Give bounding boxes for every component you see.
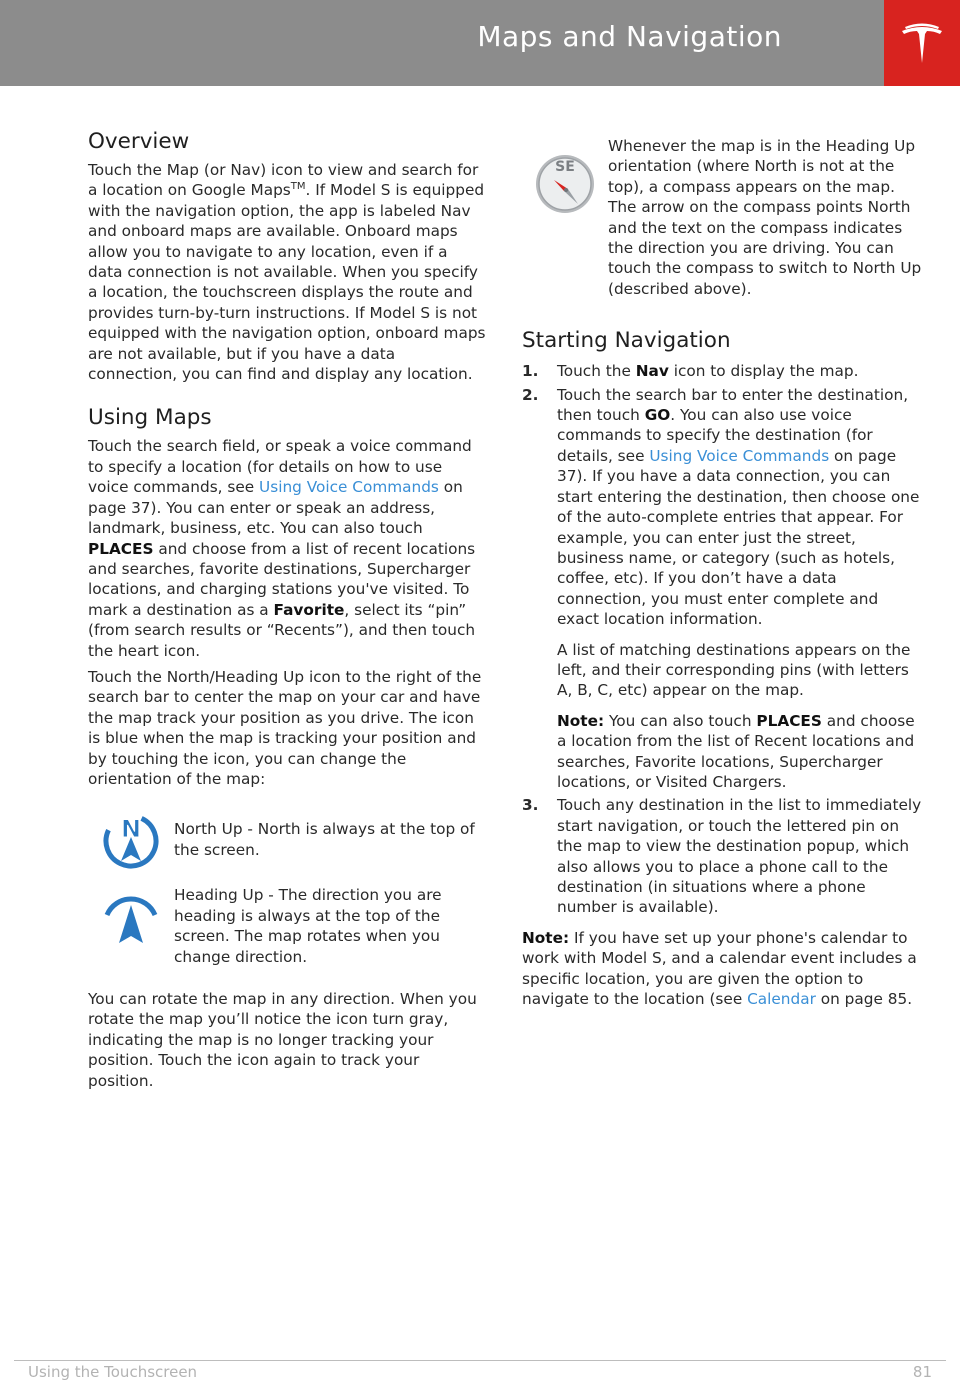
north-up-letter: N — [120, 815, 142, 844]
calendar-note — [522, 928, 922, 1010]
north-up-text: North Up - North is always at the top of the screen. — [174, 820, 475, 859]
left-column — [88, 128, 486, 1091]
step-2 — [522, 385, 922, 793]
heading-up-text: Heading Up - The direction you are heading is always at the top of the screen. The map rotates when you change direction. — [174, 886, 442, 966]
right-column — [522, 136, 922, 1009]
favorite-bold: Favorite — [273, 600, 345, 619]
note-label: Note: — [522, 928, 570, 947]
trademark: TM — [290, 181, 306, 193]
step-2-note — [557, 711, 922, 793]
note-text-b: on page 85. — [815, 990, 913, 1009]
using-text-d: , select its “pin” (from search results or “Recents”), and then touch the heart icon. — [88, 600, 476, 660]
note-text-a: If you have set up your phone's calendar to work with Model S, and a calendar event includes a specific location, you are given the option to navigate to the location (see — [522, 928, 917, 1009]
compass-icon-cell — [522, 136, 608, 224]
footer-section: Using the Touchscreen — [28, 1363, 198, 1381]
compass-label: SE — [555, 159, 575, 175]
using-text-c: and choose from a list of recent locations and searches, favorite destinations, Supercharger locations, and charging stations you've visited. To mark a destination as a — [88, 539, 476, 619]
step-3-number: 3. — [522, 796, 539, 815]
step-3-text: Touch any destination in the list to immediately start navigation, or touch the lettered pin on the map to view the destination popup, which also allows you to place a phone call to the destination (in situations where a phone number is available). — [557, 796, 922, 917]
north-up-icon-cell — [88, 809, 174, 869]
heading-up-row — [88, 885, 486, 967]
overview-text-1: Touch the Map (or Nav) icon to view and search for a location on Google Maps — [88, 161, 479, 200]
step-3 — [522, 795, 922, 917]
step-2-text-a: Touch the search bar to enter the destination, then touch — [557, 385, 909, 425]
step-2-paragraph-2: A list of matching destinations appears on the left, and their corresponding pins (with letters A, B, C, etc) appear on the map. — [557, 640, 911, 700]
tesla-logo-icon — [898, 19, 946, 67]
nav-bold: Nav — [635, 362, 669, 381]
step-2-text-b: . You can also use voice commands to specify the destination (for details, see — [557, 406, 873, 465]
using-maps-paragraph-2: Touch the North/Heading Up icon to the right of the search bar to center the map on your car and have the map track your position as you drive. The icon is blue when the map is tracking your position and by touching the icon, you can change the orientation of the map: — [88, 667, 482, 788]
header-bar — [0, 0, 884, 86]
overview-heading: Overview — [88, 129, 190, 154]
step-2-note-text-a: You can also touch — [604, 711, 757, 730]
tesla-logo — [884, 0, 960, 86]
calendar-link[interactable]: Calendar — [747, 990, 816, 1009]
step-1-number: 1. — [522, 362, 539, 381]
page-number: 81 — [912, 1363, 932, 1381]
step-2-number: 2. — [522, 385, 539, 404]
heading-up-icon-cell — [88, 885, 174, 951]
compass-row — [522, 136, 922, 299]
using-voice-commands-link[interactable]: Using Voice Commands — [259, 478, 439, 497]
overview-text-2: . If Model S is equipped with the navigation option, the app is labeled Nav and onboard maps are available. Onboard maps allow you to navigate to any location, even if a data connection is not available. When you specify a location, the touchscreen displays the route and provides turn-by-turn instructions. If Model S is not equipped with the navigation option, onboard maps are not available, but if you have a data connection, you can find and display any location. — [88, 181, 486, 384]
footer-divider — [14, 1360, 946, 1361]
north-up-icon — [101, 809, 161, 869]
step-2-voice-commands-link[interactable]: Using Voice Commands — [649, 446, 830, 465]
overview-paragraph — [88, 160, 486, 384]
step-2-note-label: Note: — [557, 711, 605, 730]
step-1 — [522, 361, 922, 381]
step-1-text-b: icon to display the map. — [668, 362, 859, 381]
using-maps-paragraph-1 — [88, 436, 486, 660]
compass-icon — [534, 142, 596, 224]
page-title: Maps and Navigation — [477, 20, 782, 53]
starting-navigation-heading: Starting Navigation — [522, 328, 731, 354]
steps-list — [522, 361, 922, 918]
using-text-a: Touch the search field, or speak a voice command to specify a location (for details on how to use voice commands, see — [88, 437, 472, 497]
using-text-b: on page 37). You can enter or speak an address, landmark, business, etc. You can also touch — [88, 478, 463, 538]
using-maps-heading: Using Maps — [88, 405, 212, 431]
step-1-text-a: Touch the — [557, 362, 636, 381]
north-up-row — [88, 809, 486, 869]
step-2-text-c: on page 37). If you have a data connection, you can start entering the destination, then choose one of the auto-complete entries that appear. For example, you can enter just the street, business name, or category (such as hotels, coffee, etc). If you don’t have a data connection, you must enter complete and exact location information. — [557, 446, 920, 629]
rotate-paragraph: You can rotate the map in any direction. When you rotate the map you’ll notice the icon turn gray, indicating the map is no longer tracking your position. Touch the icon again to track your position. — [88, 990, 477, 1090]
step-2-places-bold: PLACES — [756, 711, 822, 730]
step-2-note-text-b: and choose a location from the list of Recent locations and searches, Favorite locations, Supercharger locations, or Visited Chargers. — [557, 711, 915, 791]
heading-up-icon — [101, 885, 161, 951]
compass-text: Whenever the map is in the Heading Up orientation (where North is not at the top), a compass appears on the map. The arrow on the compass points North and the text on the compass indicates the direction you are driving. You can touch the compass to switch to North Up (described above). — [608, 137, 922, 298]
go-bold: GO — [644, 406, 671, 425]
places-bold: PLACES — [88, 539, 154, 558]
